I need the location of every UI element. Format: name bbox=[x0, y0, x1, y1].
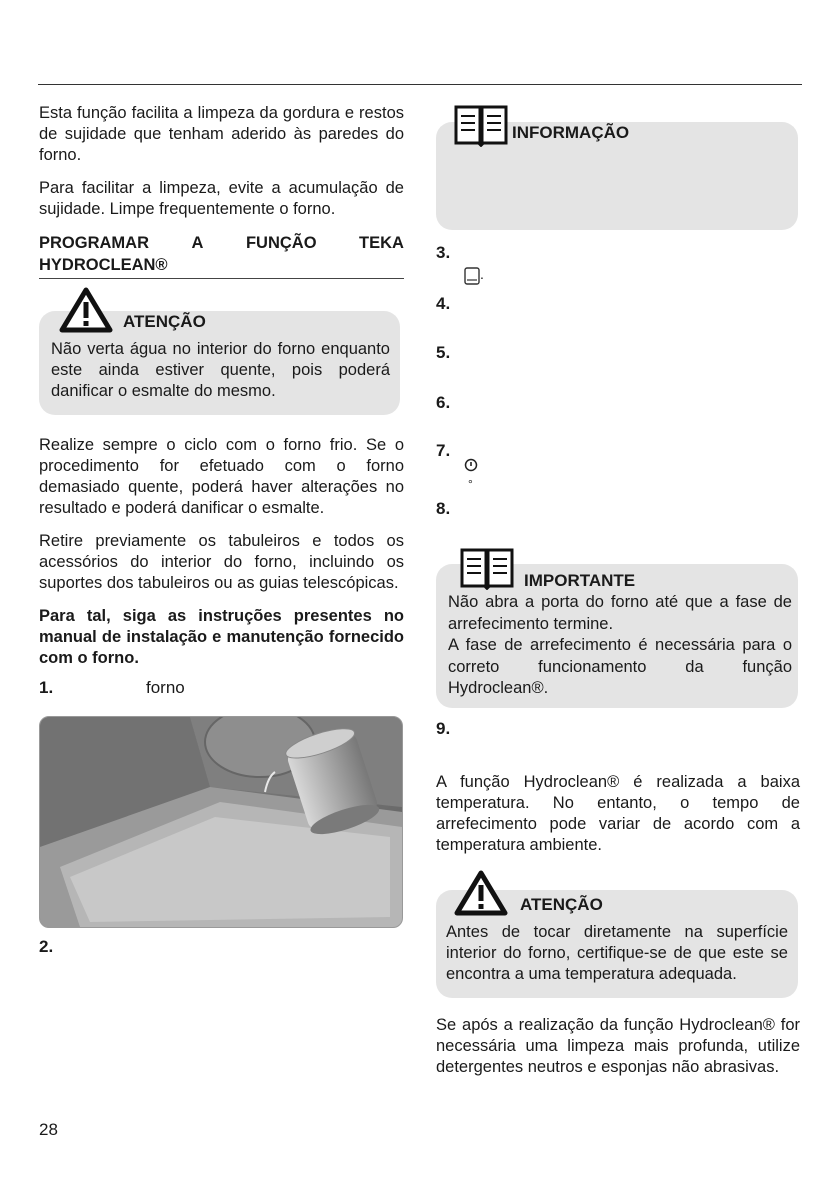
step-number: 4. bbox=[436, 294, 451, 313]
heading-word: A bbox=[191, 234, 204, 252]
step-number: 9. bbox=[436, 719, 451, 738]
intro-paragraph-2: Para facilitar a limpeza, evite a acumulação de sujidade. Limpe frequentemente o forno. bbox=[39, 179, 404, 218]
oven-icon bbox=[464, 267, 480, 285]
low-temperature-paragraph: A função Hydroclean® é realizada a baixa temperatura. No entanto, o tempo de arrefecimento pode variar de acordo com a temperatura ambiente. bbox=[436, 773, 800, 854]
warning-text: Não verta água no interior do forno enquanto este ainda estiver quente, pois poderá danificar o esmalte do mesmo. bbox=[51, 340, 390, 400]
remove-accessories-paragraph: Retire previamente os tabuleiros e todos os acessórios do interior do forno, incluindo os suportes dos tabuleiros ou as guias telescópicas. bbox=[39, 532, 404, 592]
heading-word: PROGRAMAR bbox=[39, 234, 149, 252]
book-icon bbox=[454, 103, 508, 147]
warning-triangle-icon bbox=[59, 287, 113, 333]
left-column bbox=[39, 103, 404, 957]
step-5 bbox=[436, 342, 466, 363]
top-rule bbox=[38, 84, 802, 85]
important-title: IMPORTANTE bbox=[524, 571, 636, 590]
cold-oven-paragraph: Realize sempre o ciclo com o forno frio. Se o procedimento for efetuado com o forno demasiado quente, poderá haver alterações no resultado e poderá danificar o esmalte. bbox=[39, 436, 404, 517]
important-box bbox=[436, 546, 798, 710]
heading-word: TEKA bbox=[359, 234, 404, 252]
intro-paragraph-1: Esta função facilita a limpeza da gordura e restos de sujidade que tenham aderido às paredes do forno. bbox=[39, 104, 404, 164]
step-7 bbox=[436, 440, 466, 461]
important-text-1: Não abra a porta do forno até que a fase de arrefecimento termine. bbox=[448, 593, 792, 633]
step-3-suffix: . bbox=[480, 266, 484, 282]
power-icon bbox=[464, 458, 478, 472]
step-3 bbox=[436, 242, 466, 263]
step-9 bbox=[436, 718, 466, 739]
important-text-2: A fase de arrefecimento é necessária para o correto funcionamento da função Hydroclean®. bbox=[448, 636, 792, 697]
warning-box bbox=[39, 287, 404, 415]
final-paragraph: Se após a realização da função Hydroclean® for necessária uma limpeza mais profunda, utilize detergentes neutros e esponjas não abrasivas. bbox=[436, 1016, 800, 1076]
important-text bbox=[448, 592, 792, 700]
step-8 bbox=[436, 498, 466, 519]
warning-title: ATENÇÃO bbox=[520, 895, 603, 914]
step-number: 7. bbox=[436, 441, 451, 460]
step-text: forno bbox=[146, 678, 185, 697]
heading-line-2: HYDROCLEAN® bbox=[39, 256, 168, 274]
step-number: 1. bbox=[39, 678, 54, 697]
oven-photo-illustration bbox=[40, 717, 402, 927]
step-number: 8. bbox=[436, 499, 451, 518]
warning-title: ATENÇÃO bbox=[123, 312, 206, 331]
step-3-icon-line bbox=[464, 264, 484, 285]
info-box bbox=[436, 100, 800, 232]
page-number: 28 bbox=[39, 1120, 58, 1139]
step-number: 2. bbox=[39, 937, 54, 956]
right-column bbox=[436, 100, 800, 1076]
warning-box bbox=[436, 870, 798, 1000]
step-number: 5. bbox=[436, 343, 451, 362]
warning-triangle-icon bbox=[454, 870, 508, 916]
step-6 bbox=[436, 392, 466, 413]
step-2 bbox=[39, 936, 404, 957]
section-heading bbox=[39, 232, 404, 279]
manual-paragraph: Para tal, siga as instruções presentes no manual de instalação e manutenção fornecido com o forno. bbox=[39, 607, 404, 667]
info-title: INFORMAÇÃO bbox=[512, 123, 630, 142]
oven-water-photo bbox=[39, 716, 403, 928]
step-4 bbox=[436, 293, 466, 314]
heading-word: FUNÇÃO bbox=[245, 234, 317, 252]
warning-text: Antes de tocar diretamente na superfície interior do forno, certifique-se de que este se encontra a uma temperatura adequada. bbox=[446, 923, 788, 983]
book-icon bbox=[460, 546, 514, 590]
step-number: 6. bbox=[436, 393, 451, 412]
step-1 bbox=[39, 677, 404, 698]
degree-symbol: ° bbox=[468, 477, 473, 491]
step-number: 3. bbox=[436, 243, 451, 262]
